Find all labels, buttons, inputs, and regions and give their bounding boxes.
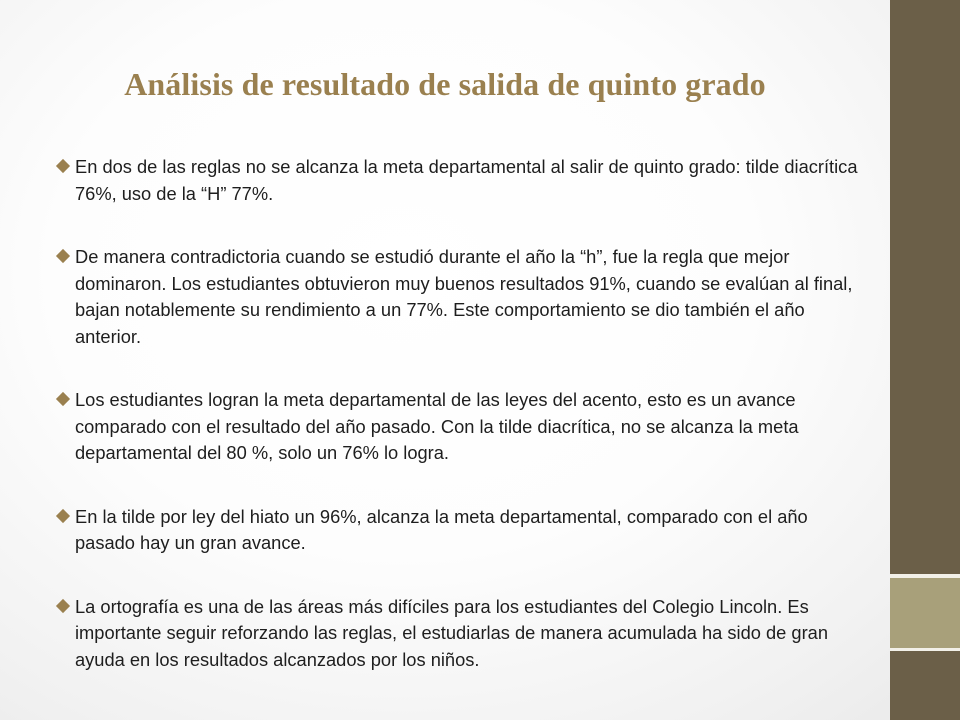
- diamond-bullet-icon: [56, 508, 70, 522]
- bullet-item: [56, 594, 864, 674]
- bullet-item: [56, 504, 864, 557]
- bullet-item: [56, 154, 864, 207]
- bullet-text: De manera contradictoria cuando se estudió durante el año la “h”, fue la regla que mejor dominaron. Los estudiantes obtuvieron muy buenos resultados 91%, cuando se evalúan al final, bajan notablemente su rendimiento a un 77%. Este comportamiento se dio también el año anterior.: [75, 246, 853, 347]
- side-band-accent: [890, 578, 960, 648]
- bullet-text: En la tilde por ley del hiato un 96%, alcanza la meta departamental, comparado con el año pasado hay un gran avance.: [75, 505, 808, 553]
- side-band-divider: [890, 648, 960, 651]
- bullet-text: Los estudiantes logran la meta departamental de las leyes del acento, esto es un avance comparado con el resultado del año pasado. Con la tilde diacrítica, no se alcanza la meta departamental del 80 %, solo un 76% lo logra.: [75, 389, 799, 463]
- diamond-bullet-icon: [56, 249, 70, 263]
- bullet-text: En dos de las reglas no se alcanza la meta departamental al salir de quinto grado: tilde diacrítica 76%, uso de la “H” 77%.: [75, 156, 858, 204]
- bullet-list: [56, 154, 864, 673]
- bullet-text: La ortografía es una de las áreas más difíciles para los estudiantes del Colegio Lincoln. Es importante seguir reforzando las reglas, el estudiarlas de manera acumulada ha sido de gran ayuda en los resultados alcanzados por los niños.: [75, 595, 829, 670]
- diamond-bullet-icon: [56, 598, 70, 612]
- diamond-bullet-icon: [56, 159, 70, 173]
- bullet-item: [56, 244, 864, 350]
- diamond-bullet-icon: [56, 392, 70, 406]
- slide-title: Análisis de resultado de salida de quinto grado: [124, 66, 766, 102]
- bullet-item: [56, 387, 864, 467]
